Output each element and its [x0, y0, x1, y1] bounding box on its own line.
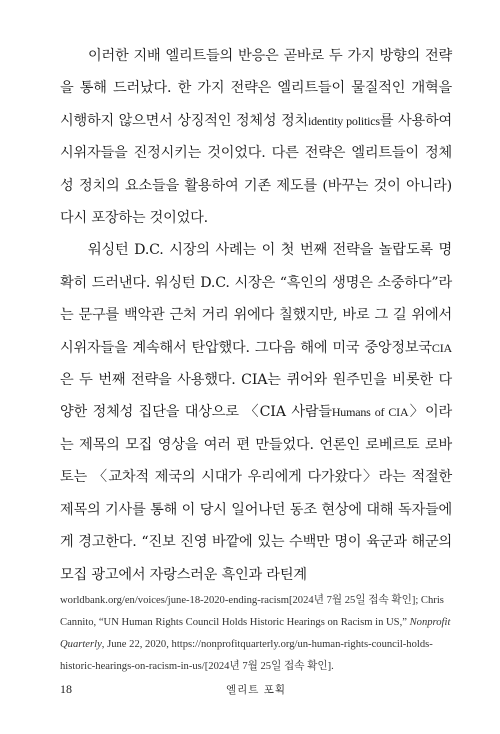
page-footer — [60, 682, 452, 704]
gloss-humans-of-cia: Humans of CIA — [331, 405, 409, 420]
text-run: 워싱턴 D.C. 시장의 사례는 이 첫 번째 전략을 놀랍도록 명확히 드러낸다. 워싱턴 D.C. 시장은 “흑인의 생명은 소중하다”라는 문구를 백악관 근처 거리 위에다 칠했지만, 바로 그 길 위에서 시위자들을 계속해서 탄압했다. 그다음 해에 미국 중앙정보국 — [60, 242, 452, 356]
body-text — [60, 40, 452, 591]
footnote — [60, 590, 452, 678]
paragraph-2 — [60, 234, 452, 590]
footnote-run: , June 22, 2020, https://nonprofitquarterly.org/un-human-rights-council-holds-historic-hearings-on-racism-in-us/[2024년 7월 25일 접속 확인]. — [60, 639, 433, 672]
text-run: 은 두 번째 전략을 사용했다. CIA는 퀴어와 원주민을 비롯한 다양한 정체성 집단을 대상으로 〈CIA 사람들 — [60, 372, 452, 421]
running-head: 엘리트 포획 — [225, 684, 287, 696]
text-run: 를 사용하여 시위자들을 진정시키는 것이었다. 다른 전략은 엘리트들이 정체성 정치의 요소들을 활용하여 기존 제도를 (바꾸는 것이 아니라) 다시 포장하는 것이었다. — [60, 112, 452, 227]
journal-title: Nonprofit Quarterly — [60, 617, 451, 650]
gloss-identity-politics: identity politics — [307, 113, 380, 128]
text-run: 이러한 지배 엘리트들의 반응은 곧바로 두 가지 방향의 전략을 통해 드러났다. 한 가지 전략은 엘리트들이 물질적인 개혁을 시행하지 않으면서 상징적인 정체성 정치 — [60, 48, 452, 129]
paragraph-1 — [60, 40, 452, 234]
gloss-cia: CIA — [431, 340, 452, 355]
text-run: 〉이라는 제목의 모집 영상을 여러 편 만들었다. 언론인 로베르토 로바토는 〈교차적 제국의 시대가 우리에게 다가왔다〉라는 적절한 제목의 기사를 통해 이 당시 일어나던 동조 현상에 대해 독자들에게 경고한다. “진보 진영 바깥에 있는 수백만 명이 육군과 해군의 모집 광고에서 자랑스러운 흑인과 라틴계 — [60, 404, 452, 583]
page-number: 18 — [60, 682, 72, 696]
footnote-text — [60, 590, 452, 678]
footnote-run: worldbank.org/en/voices/june-18-2020-ending-racism[2024년 7월 25일 접속 확인]; Chris Cannito, “UN Human Rights Council Holds Historic Hearings on Racism in US,” — [60, 595, 444, 628]
